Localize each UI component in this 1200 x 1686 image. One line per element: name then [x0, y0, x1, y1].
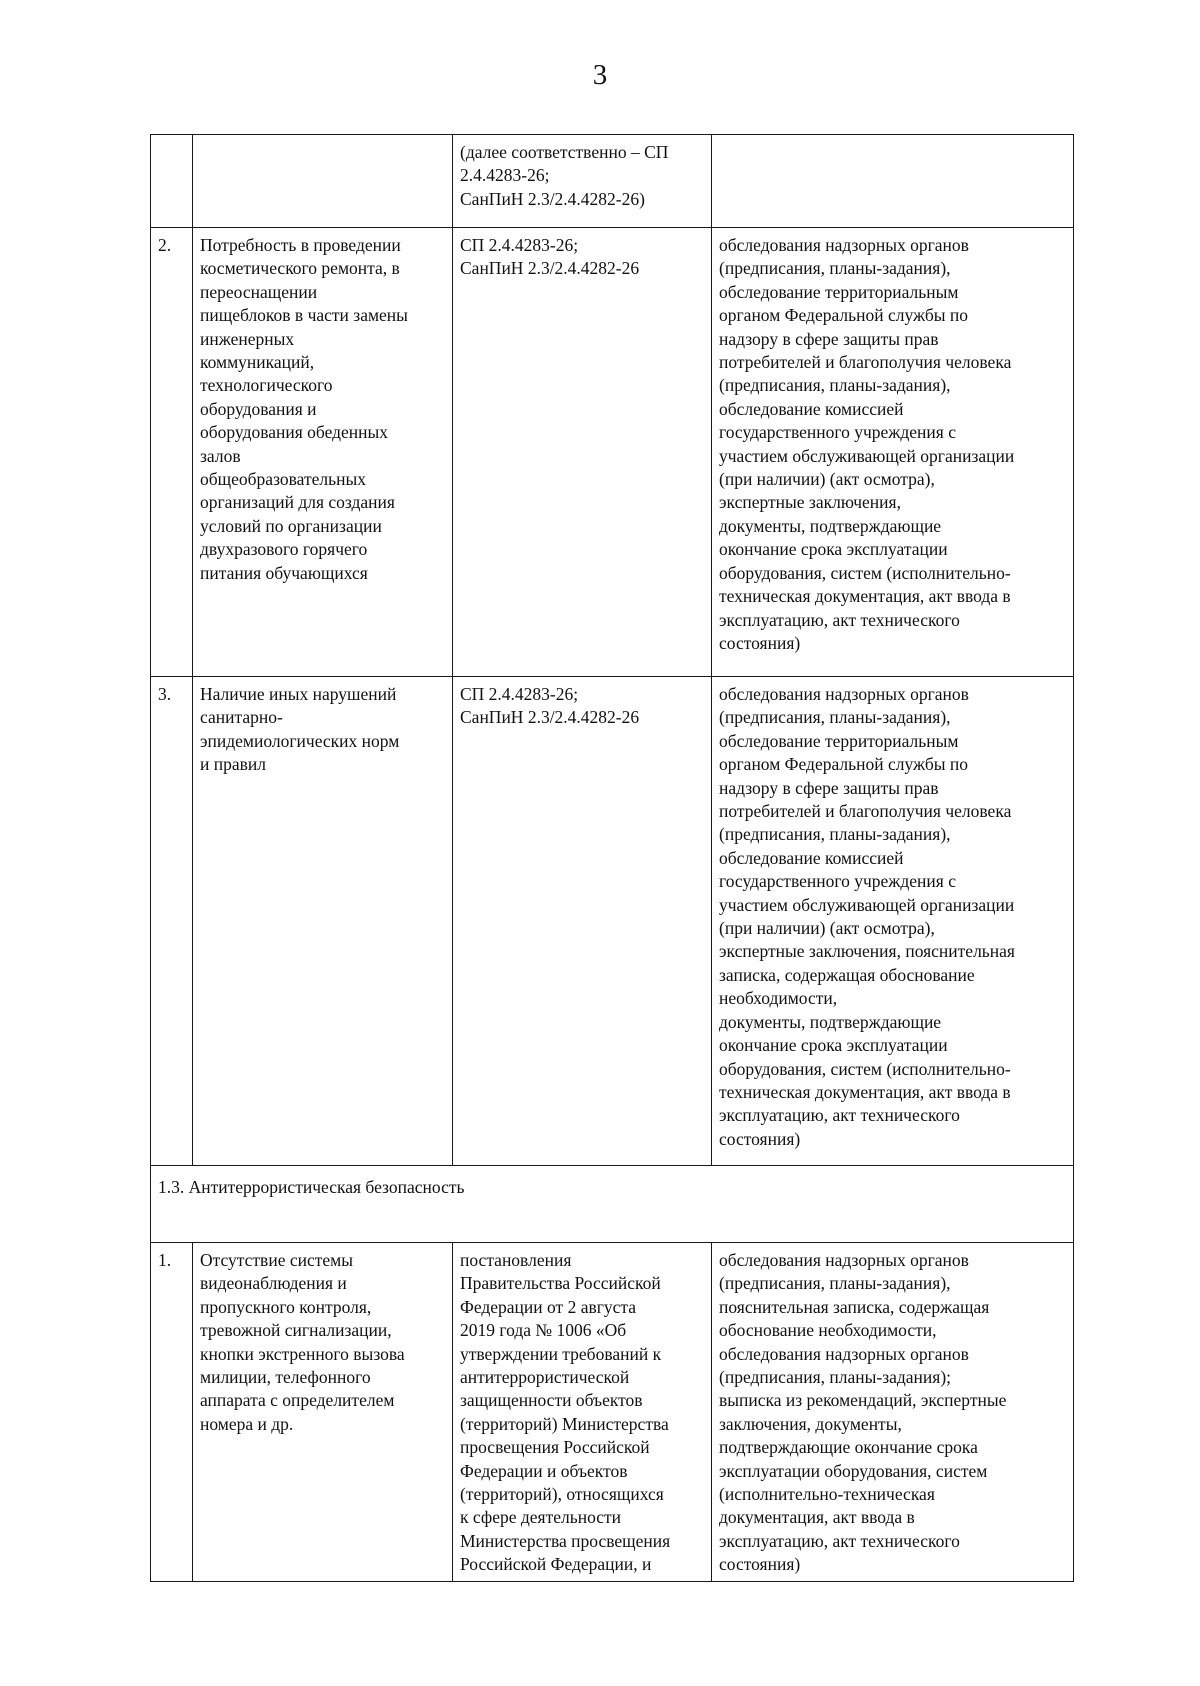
row-number-cell: 1. — [151, 1243, 193, 1582]
documents-cell: обследования надзорных органов (предписания, планы-задания), обследование территориальным органом Федеральной службы по надзору в сфере защиты прав потребителей и благополучия человека (предписания, планы-задания), обследование комиссией государственного учреждения с участием обслуживающей организации (при наличии) (акт осмотра), экспертные заключения, документы, подтверждающие окончание срока эксплуатации оборудования, систем (исполнительно- техническая документация, акт ввода в эксплуатацию, акт технического состояния) — [712, 228, 1074, 677]
legal-basis-cell: (далее соответственно – СП 2.4.4283-26; СанПиН 2.3/2.4.4282-26) — [453, 135, 712, 228]
problem-cell — [193, 135, 453, 228]
legal-basis-cell: СП 2.4.4283-26; СанПиН 2.3/2.4.4282-26 — [453, 228, 712, 677]
row-number-cell: 2. — [151, 228, 193, 677]
row-number-cell: 3. — [151, 677, 193, 1166]
problem-cell: Отсутствие системы видеонаблюдения и пропускного контроля, тревожной сигнализации, кнопки экстренного вызова милиции, телефонного аппарата с определителем номера и др. — [193, 1243, 453, 1582]
page-number: 3 — [592, 59, 608, 91]
legal-basis-cell: СП 2.4.4283-26; СанПиН 2.3/2.4.4282-26 — [453, 677, 712, 1166]
legal-basis-cell: постановления Правительства Российской Федерации от 2 августа 2019 года № 1006 «Об утверждении требований к антитеррористической защищенности объектов (территорий) Министерства просвещения Российской Федерации и объектов (территорий), относящихся к сфере деятельности Министерства просвещения Российской Федерации, и — [453, 1243, 712, 1582]
section-header-cell: 1.3. Антитеррористическая безопасность — [151, 1166, 1074, 1243]
table-row — [151, 1243, 1074, 1582]
documents-cell: обследования надзорных органов (предписания, планы-задания), пояснительная записка, содержащая обоснование необходимости, обследования надзорных органов (предписания, планы-задания); выписка из рекомендаций, экспертные заключения, документы, подтверждающие окончание срока эксплуатации оборудования, систем (исполнительно-техническая документация, акт ввода в эксплуатацию, акт технического состояния) — [712, 1243, 1074, 1582]
table-row — [151, 677, 1074, 1166]
documents-cell — [712, 135, 1074, 228]
problem-cell: Потребность в проведении косметического ремонта, в переоснащении пищеблоков в части замены инженерных коммуникаций, технологического оборудования и оборудования обеденных залов общеобразовательных организаций для создания условий по организации двухразового горячего питания обучающихся — [193, 228, 453, 677]
table-row — [151, 135, 1074, 228]
requirements-table — [150, 134, 1074, 1582]
table-row — [151, 228, 1074, 677]
section-header-row — [151, 1166, 1074, 1243]
documents-cell: обследования надзорных органов (предписания, планы-задания), обследование территориальным органом Федеральной службы по надзору в сфере защиты прав потребителей и благополучия человека (предписания, планы-задания), обследование комиссией государственного учреждения с участием обслуживающей организации (при наличии) (акт осмотра), экспертные заключения, пояснительная записка, содержащая обоснование необходимости, документы, подтверждающие окончание срока эксплуатации оборудования, систем (исполнительно- техническая документация, акт ввода в эксплуатацию, акт технического состояния) — [712, 677, 1074, 1166]
problem-cell: Наличие иных нарушений санитарно- эпидемиологических норм и правил — [193, 677, 453, 1166]
row-number-cell — [151, 135, 193, 228]
